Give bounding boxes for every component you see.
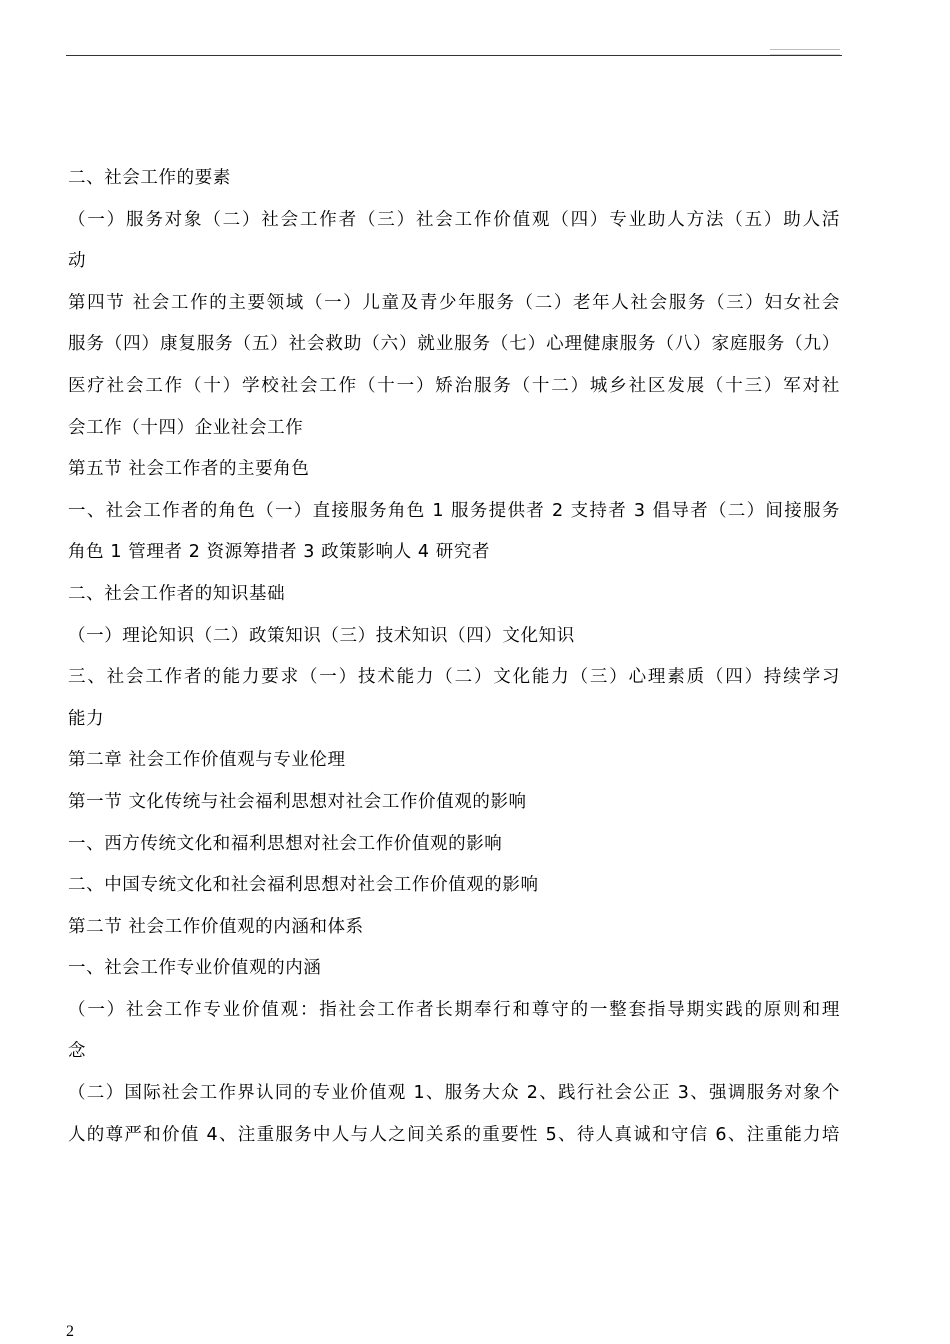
paragraph-line: 会工作（十四）企业社会工作: [68, 417, 304, 438]
paragraph-line: （一）服务对象（二）社会工作者（三）社会工作价值观（四）专业助人方法（五）助人活: [68, 209, 840, 230]
section-heading: 第一节 文化传统与社会福利思想对社会工作价值观的影响: [68, 791, 527, 812]
paragraph-line: 第四节 社会工作的主要领域（一）儿童及青少年服务（二）老年人社会服务（三）妇女社会: [68, 292, 840, 313]
paragraph-line: 三、社会工作者的能力要求（一）技术能力（二）文化能力（三）心理素质（四）持续学习: [68, 667, 840, 688]
paragraph-line: （一）社会工作专业价值观：指社会工作者长期奉行和尊守的一整套指导期实践的原则和理: [68, 999, 840, 1020]
subheading: 二、中国专统文化和社会福利思想对社会工作价值观的影响: [68, 875, 539, 896]
paragraph-line: （二）国际社会工作界认同的专业价值观 1、服务大众 2、践行社会公正 3、强调服务对象个: [68, 1083, 840, 1104]
paragraph-line: 人的尊严和价值 4、注重服务中人与人之间关系的重要性 5、待人真诚和守信 6、注重能力培: [68, 1124, 840, 1145]
paragraph-line: 角色 1 管理者 2 资源筹措者 3 政策影响人 4 研究者: [68, 542, 491, 563]
subheading: 一、西方传统文化和福利思想对社会工作价值观的影响: [68, 833, 503, 854]
heading-elements: 二、社会工作的要素: [68, 168, 231, 188]
paragraph-line: 动: [68, 251, 87, 272]
subheading: 二、社会工作者的知识基础: [68, 583, 286, 604]
subheading: 一、社会工作专业价值观的内涵: [68, 958, 322, 979]
paragraph-line: 一、社会工作者的角色（一）直接服务角色 1 服务提供者 2 支持者 3 倡导者（二）间接服务: [68, 500, 840, 521]
paragraph-line: 念: [68, 1041, 87, 1062]
section-heading: 第二节 社会工作价值观的内涵和体系: [68, 916, 364, 937]
header-rule: [66, 55, 842, 56]
document-body: [68, 158, 840, 1156]
paragraph-line: 服务（四）康复服务（五）社会救助（六）就业服务（七）心理健康服务（八）家庭服务（九）: [68, 334, 840, 355]
paragraph-line: 医疗社会工作（十）学校社会工作（十一）矫治服务（十二）城乡社区发展（十三）军对社: [68, 375, 840, 396]
paragraph-line: （一）理论知识（二）政策知识（三）技术知识（四）文化知识: [68, 625, 575, 646]
page-number: 2: [66, 1323, 74, 1340]
paragraph-line: 能力: [68, 708, 105, 729]
section-heading: 第五节 社会工作者的主要角色: [68, 459, 310, 480]
chapter-heading: 第二章 社会工作价值观与专业伦理: [68, 750, 346, 771]
